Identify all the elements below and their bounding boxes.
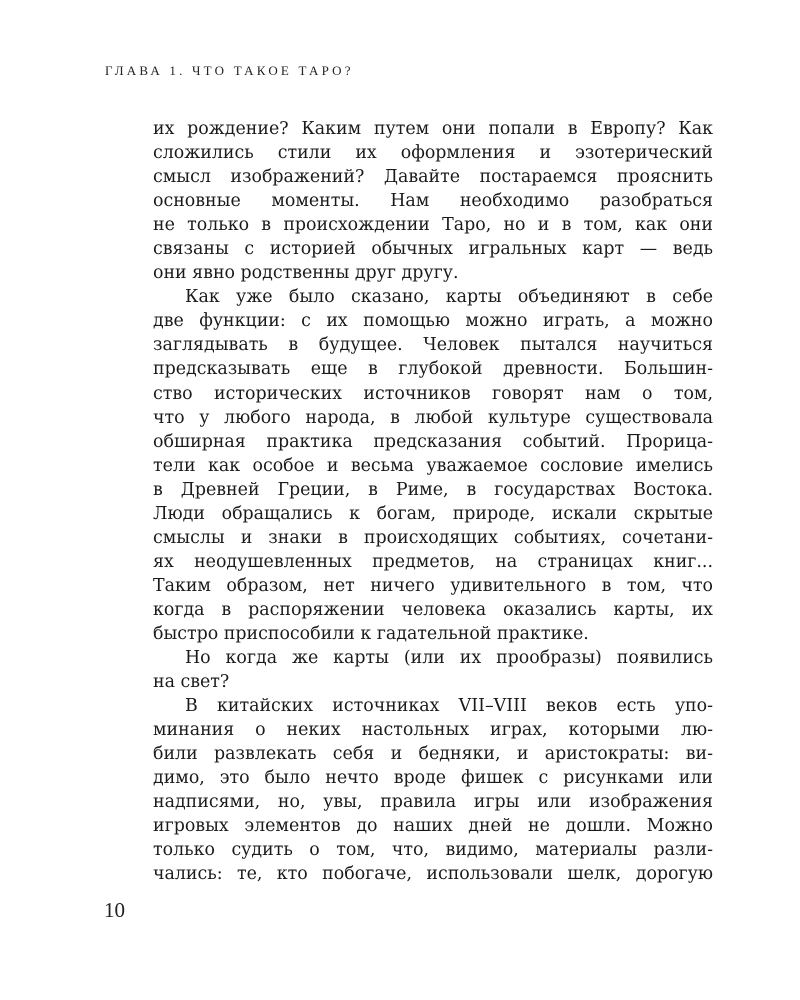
text-line: быстро приспособили к гадательной практике. [153, 623, 589, 644]
text-line: Но когда же карты (или их прообразы) появились [185, 648, 713, 669]
text-line: основные моменты. Нам необходимо разобраться [153, 191, 713, 212]
text-line: били развлекать себя и бедняки, и аристократы: ви- [153, 744, 713, 765]
body-text [153, 117, 713, 887]
text-line: минания о неких настольных играх, которыми лю- [153, 720, 713, 741]
running-head: ГЛАВА 1. ЧТО ТАКОЕ ТАРО? [105, 63, 354, 78]
text-line: связаны с историей обычных игральных карт — ведь [153, 239, 713, 260]
text-line: заглядывать в будущее. Человек пытался научиться [153, 335, 713, 356]
text-line: Люди обращались к богам, природе, искали скрытые [153, 503, 713, 524]
text-line: Как уже было сказано, карты объединяют в себе [185, 287, 713, 308]
text-line: тели как особое и весьма уважаемое сословие имелись [153, 455, 713, 476]
text-line: смыслы и знаки в происходящих событиях, сочетани- [153, 527, 713, 548]
text-line: две функции: с их помощью можно играть, а можно [153, 311, 713, 332]
text-line: когда в распоряжении человека оказались карты, их [153, 599, 713, 620]
text-line: на свет? [153, 672, 230, 693]
text-line: сложились стили их оформления и эзотерический [153, 143, 713, 164]
text-line: в Древней Греции, в Риме, в государствах Востока. [153, 479, 713, 500]
text-line: они явно родственны друг другу. [153, 263, 459, 284]
text-line: ство исторических источников говорят нам о том, [153, 383, 713, 404]
text-line: смысл изображений? Давайте постараемся прояснить [153, 167, 713, 188]
text-line: ях неодушевленных предметов, на страницах книг... [153, 551, 713, 572]
text-line: их рождение? Каким путем они попали в Европу? Как [153, 119, 713, 139]
text-line: обширная практика предсказания событий. Прорица- [153, 431, 713, 452]
text-line: В китайских источниках VII–VIII веков есть упо- [185, 696, 713, 717]
text-line: игровых элементов до наших дней не дошли. Можно [153, 816, 713, 837]
text-line: не только в происхождении Таро, но и в том, как они [153, 215, 713, 236]
text-line: что у любого народа, в любой культуре существовала [153, 407, 713, 428]
text-line: Таким образом, нет ничего удивительного в том, что [153, 575, 713, 596]
page-number: 10 [104, 898, 125, 922]
text-line: чались: те, кто побогаче, использовали шелк, дорогую [153, 864, 713, 885]
text-line: димо, это было нечто вроде фишек с рисунками или [153, 768, 713, 789]
text-line: только судить о том, что, видимо, материалы разли- [153, 840, 713, 861]
text-line: предсказывать еще в глубокой древности. Большин- [153, 359, 713, 380]
text-line: надписями, но, увы, правила игры или изображения [153, 792, 713, 813]
